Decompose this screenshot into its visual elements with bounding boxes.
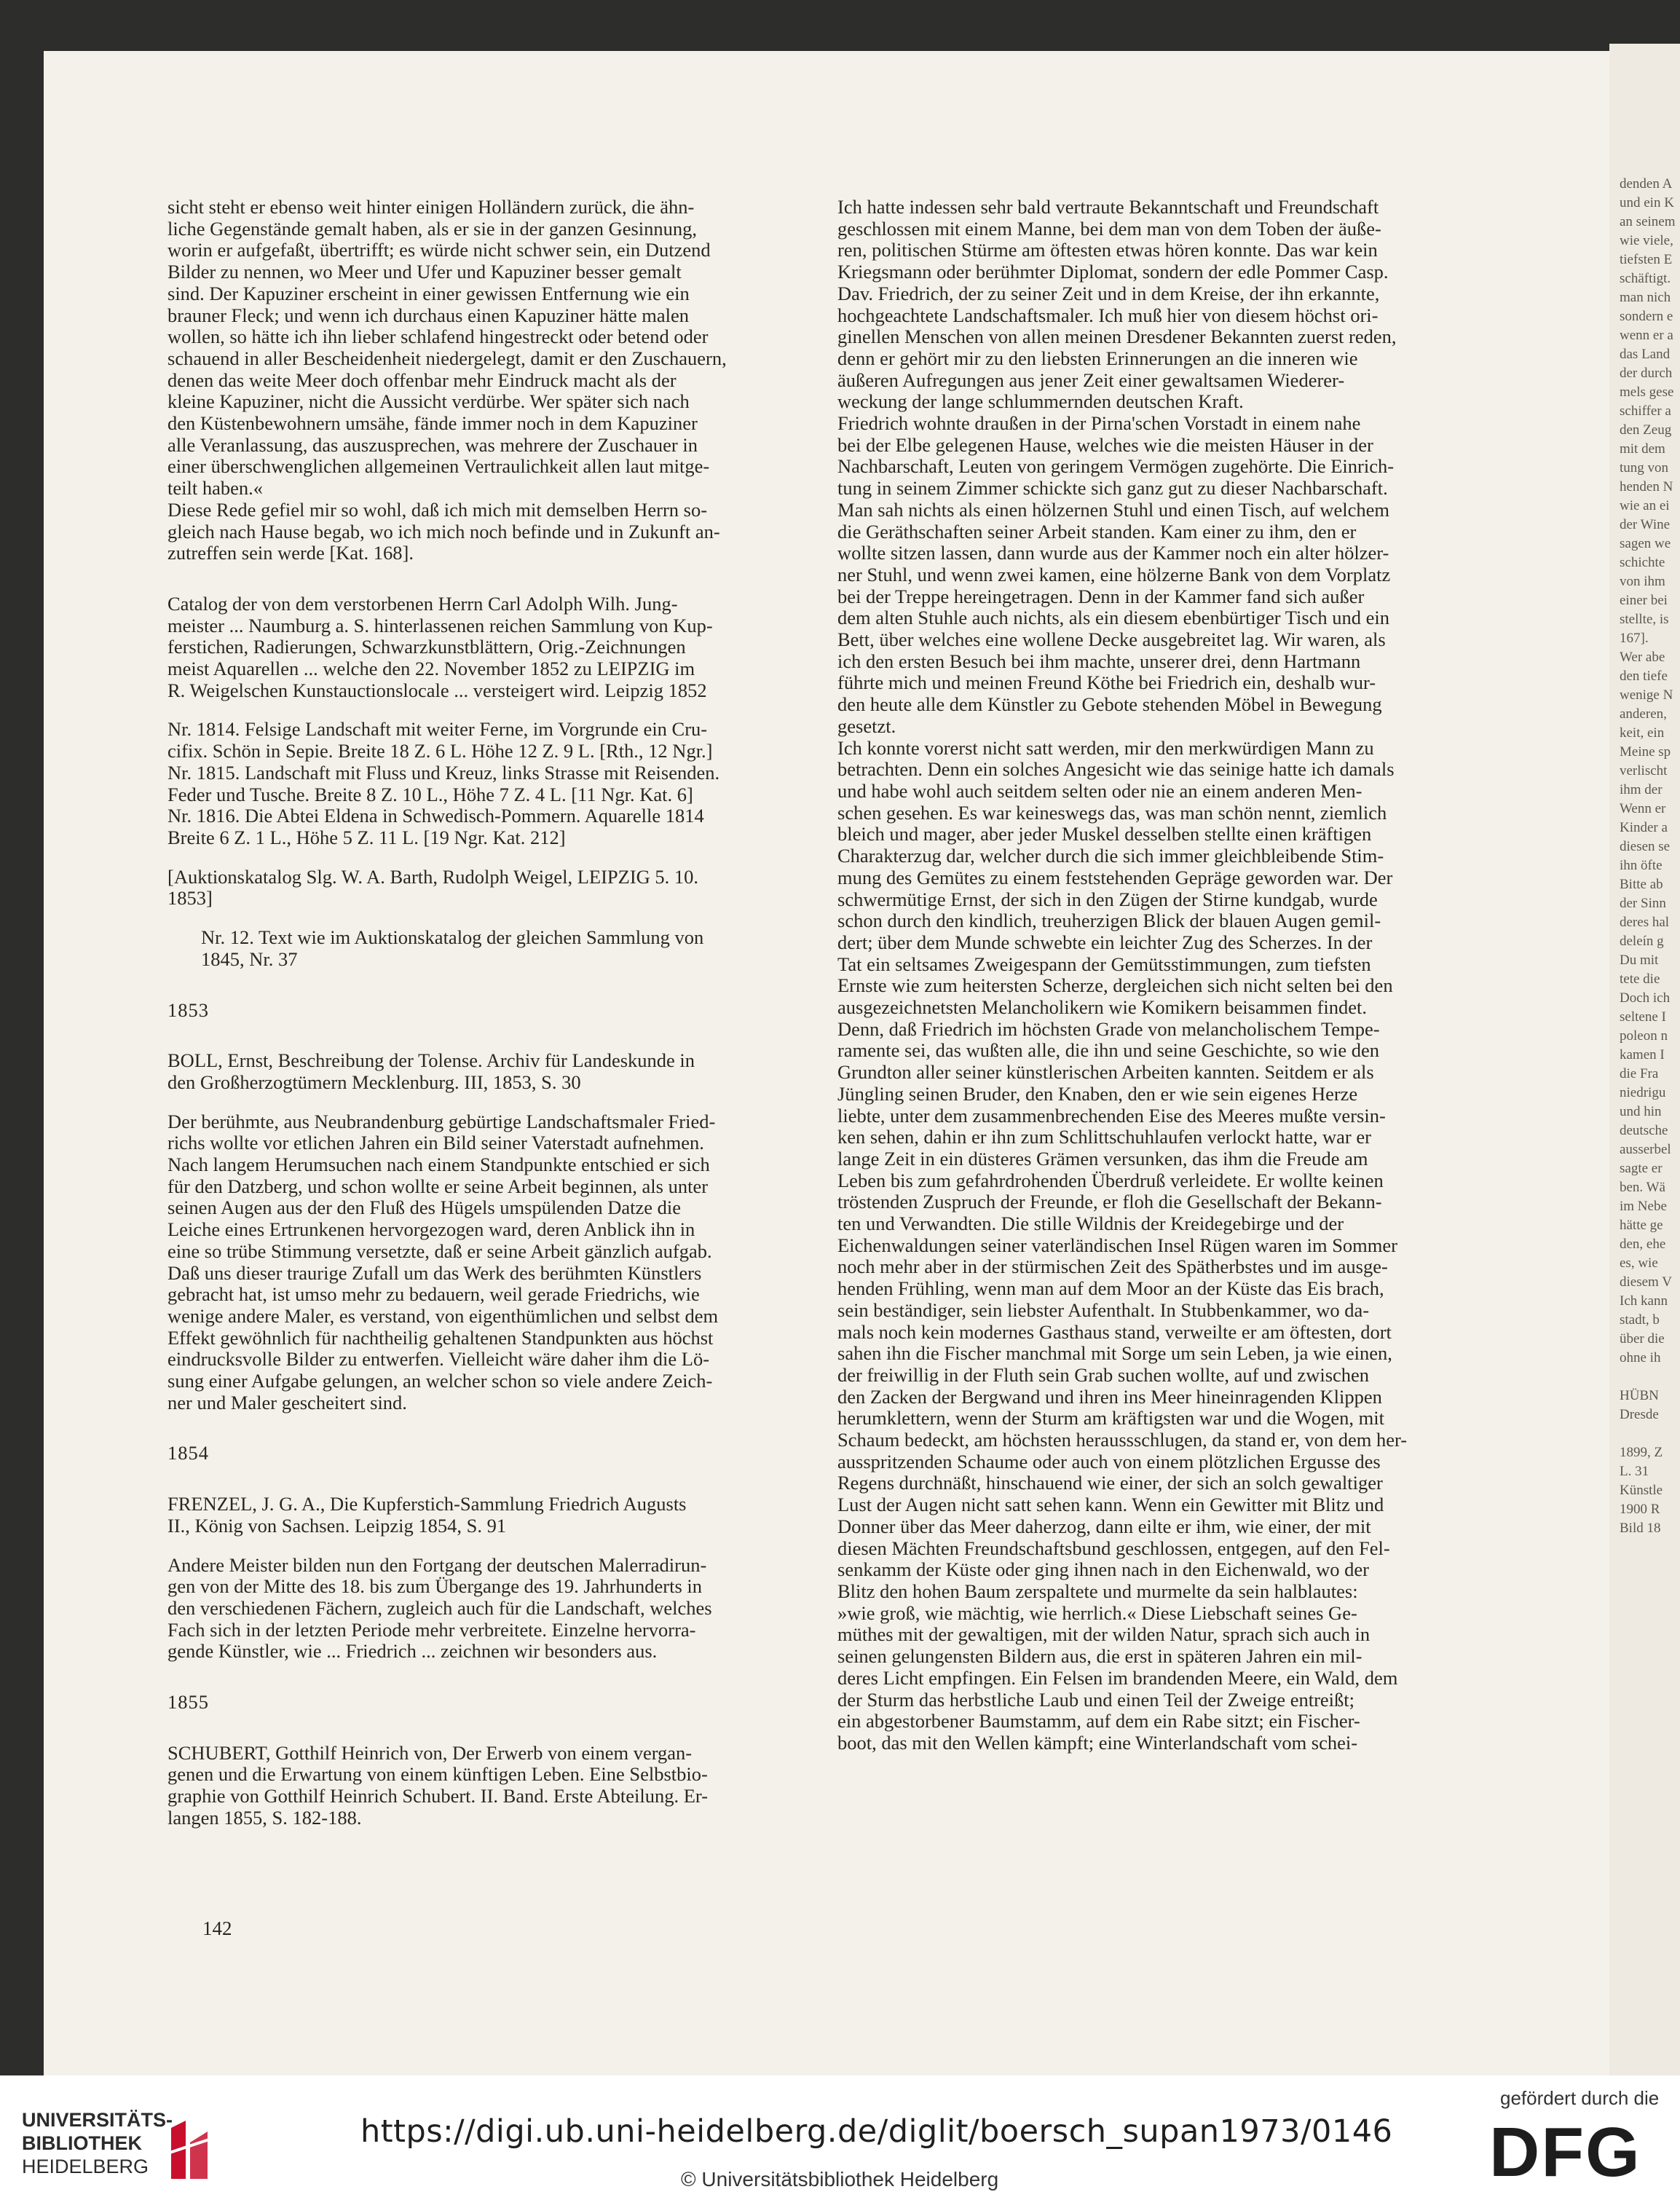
adjacent-page-fragment: von ihm bbox=[1620, 574, 1665, 589]
text-line: Nr. 1815. Landschaft mit Fluss und Kreuz, links Strasse mit Reisenden. bbox=[167, 761, 720, 784]
text-line: 1853] bbox=[167, 887, 213, 910]
text-line: gende Künstler, wie ... Friedrich ... zeichnen wir besonders aus. bbox=[167, 1640, 658, 1663]
text-line: ken sehen, dahin er ihn zum Schlittschuhlaufen verlockt hatte, war er bbox=[837, 1126, 1371, 1148]
text-line: kleine Kapuziner, nicht die Aussicht verdürbe. Wer später sich nach bbox=[167, 390, 690, 413]
adjacent-page-fragment: mit dem bbox=[1620, 441, 1665, 457]
text-line: BOLL, Ernst, Beschreibung der Tolense. Archiv für Landeskunde in bbox=[167, 1049, 695, 1072]
text-line: ner und Maler gescheitert sind. bbox=[167, 1391, 407, 1413]
spacer bbox=[167, 849, 827, 867]
adjacent-page-fragment: 167]. bbox=[1620, 631, 1649, 646]
adjacent-page-fragment: sagen we bbox=[1620, 536, 1671, 551]
adjacent-page-fragment: Künstle bbox=[1620, 1483, 1663, 1498]
adjacent-page-fragment: Doch ich bbox=[1620, 990, 1671, 1006]
text-line: Effekt gewöhnlich für nachtheilig gehaltenen Standpunkten aus höchst bbox=[167, 1326, 714, 1349]
adjacent-page-fragment: Du mit bbox=[1620, 953, 1659, 968]
text-line: tröstenden Zuspruch der Freunde, er floh die Gesellschaft der Bekann- bbox=[837, 1191, 1382, 1213]
text-line: wenige andere Maler, es verstand, von eigenthümlichen und selbst dem bbox=[167, 1304, 719, 1327]
text-line: Ich hatte indessen sehr bald vertraute Bekanntschaft und Freundschaft bbox=[837, 196, 1379, 218]
adjacent-page-fragment: tung von bbox=[1620, 460, 1669, 476]
text-line: Man sah nichts als einen hölzernen Stuhl und einen Tisch, auf welchem bbox=[837, 498, 1390, 521]
text-line: herumklettern, wenn der Sturm am kräftigsten war und die Wogen, mit bbox=[837, 1407, 1384, 1430]
text-line: schen gesehen. Es war keineswegs das, was man schön nennt, ziemlich bbox=[837, 801, 1387, 824]
text-line: gen von der Mitte des 18. bis zum Übergange des 19. Jahrhunderts in bbox=[167, 1575, 703, 1598]
text-line: ramente sei, das wußten alle, die ihn und seine Geschichte, so wie den bbox=[837, 1039, 1379, 1062]
text-line: und habe wohl auch seitdem selten oder nie an einem anderen Men- bbox=[837, 779, 1362, 802]
text-paragraph bbox=[167, 197, 827, 500]
spacer bbox=[167, 1537, 827, 1555]
adjacent-page-fragment bbox=[1609, 1368, 1680, 1387]
text-line: Fach sich in der letzten Periode mehr verbreitete. Einzelne hervorra- bbox=[167, 1618, 696, 1641]
text-line: ich den ersten Besuch bei ihm machte, unserer drei, denn Hartmann bbox=[837, 650, 1361, 672]
text-paragraph bbox=[167, 594, 827, 702]
adjacent-page-fragment: seltene I bbox=[1620, 1009, 1666, 1025]
right-text-column bbox=[837, 197, 1516, 1754]
adjacent-page-fragment: sagte er bbox=[1620, 1161, 1663, 1176]
spacer bbox=[167, 701, 827, 719]
text-line: 1845, Nr. 37 bbox=[201, 947, 298, 970]
adjacent-page-fragment: deutsche bbox=[1620, 1123, 1668, 1138]
adjacent-page-fragment: Bild 18 bbox=[1620, 1521, 1661, 1536]
text-line: [Auktionskatalog Slg. W. A. Barth, Rudolph Weigel, LEIPZIG 5. 10. bbox=[167, 865, 699, 888]
text-line: mung des Gemütes zu einem feststehenden Gepräge geworden war. Der bbox=[837, 866, 1393, 888]
text-line: cifix. Schön in Sepie. Breite 18 Z. 6 L. Höhe 12 Z. 9 L. [Rth., 12 Ngr.] bbox=[167, 740, 713, 762]
text-line: Andere Meister bilden nun den Fortgang der deutschen Malerradirun- bbox=[167, 1553, 707, 1576]
text-line: Denn, daß Friedrich im höchsten Grade von melancholischem Tempe- bbox=[837, 1017, 1380, 1040]
viewer-footer bbox=[0, 2075, 1680, 2208]
text-paragraph bbox=[837, 413, 1516, 738]
adjacent-page-fragment: Wenn er bbox=[1620, 801, 1666, 816]
text-line: Breite 6 Z. 1 L., Höhe 5 Z. 11 L. [19 Ngr. Kat. 212] bbox=[167, 826, 566, 848]
adjacent-page-fragment: ihn öfte bbox=[1620, 858, 1663, 873]
text-paragraph bbox=[837, 738, 1516, 1754]
text-line: führte mich und meinen Freund Köthe bei Friedrich ein, deshalb wur- bbox=[837, 671, 1376, 694]
adjacent-page-fragment: stadt, b bbox=[1620, 1312, 1660, 1328]
text-line: Ernste wie zum heitersten Scherze, dergleichen sich nicht selten bei den bbox=[837, 974, 1393, 997]
text-line: tung in seinem Zimmer schickte sich ganz gut zu dieser Nachbarschaft. bbox=[837, 477, 1388, 500]
adjacent-page-fragment: deres hal bbox=[1620, 915, 1670, 930]
text-line: Blitz den hohen Baum zerspaltete und murmelte da sein halblautes: bbox=[837, 1580, 1358, 1602]
adjacent-page-fragment: Meine sp bbox=[1620, 744, 1671, 760]
text-paragraph bbox=[167, 1111, 827, 1414]
spacer bbox=[167, 910, 827, 927]
text-line: den heute alle dem Künstler zu Gebote stehenden Möbel in Bewegung bbox=[837, 693, 1382, 716]
spacer bbox=[167, 1663, 827, 1692]
text-line: R. Weigelschen Kunstauctionslocale ... versteigert wird. Leipzig 1852 bbox=[167, 679, 707, 701]
adjacent-page-fragment: den Zeug bbox=[1620, 422, 1672, 438]
text-line: ausspritzenden Schaume oder auch von einem plötzlichen Ergusse des bbox=[837, 1450, 1381, 1472]
text-paragraph bbox=[167, 500, 827, 564]
text-line: lange Zeit in ein düsteres Grämen versunken, das ihm die Freude am bbox=[837, 1147, 1368, 1170]
text-line: Schaum bedeckt, am höchsten heraussschlugen, da stand er, von dem her- bbox=[837, 1429, 1408, 1451]
text-line: schon durch den kindlich, treuherzigen Blick der blauen Augen gemil- bbox=[837, 910, 1381, 932]
adjacent-page-fragment: den tiefe bbox=[1620, 669, 1668, 684]
text-line: Nr. 1816. Die Abtei Eldena in Schwedisch-Pommern. Aquarelle 1814 bbox=[167, 805, 704, 827]
text-line: Donner über das Meer daherzog, dann eilte er ihm, wie einer, der mit bbox=[837, 1515, 1371, 1537]
adjacent-page-fragment: kamen I bbox=[1620, 1047, 1665, 1062]
adjacent-page-fragment: und ein K bbox=[1620, 195, 1674, 210]
spacer bbox=[167, 564, 827, 594]
adjacent-page-fragment: das Land bbox=[1620, 347, 1671, 362]
adjacent-page-fragment: Wer abe bbox=[1620, 650, 1665, 665]
adjacent-page-fragment: mels gese bbox=[1620, 385, 1674, 400]
adjacent-page-fragment: Bitte ab bbox=[1620, 877, 1663, 892]
text-line: Der berühmte, aus Neubrandenburg gebürtige Landschaftsmaler Fried- bbox=[167, 1110, 716, 1132]
text-paragraph bbox=[167, 867, 827, 910]
text-line: seinen Augen aus der den Fluß des Hügels umspülenden Datze die bbox=[167, 1196, 682, 1219]
adjacent-page-fragment: tiefsten E bbox=[1620, 252, 1673, 267]
text-line: geschlossen mit einem Manne, bei dem man von dem Toben der äuße- bbox=[837, 217, 1381, 240]
text-line: Lust der Augen nicht satt sehen kann. Wenn ein Gewitter mit Blitz und bbox=[837, 1494, 1384, 1516]
adjacent-page-fragment: Kinder a bbox=[1620, 820, 1668, 835]
adjacent-page-fragment bbox=[1609, 1424, 1680, 1443]
adjacent-page-fragment: hätte ge bbox=[1620, 1218, 1663, 1233]
text-line: alle Veranlassung, das auszusprechen, was mehrere der Zuschauer in bbox=[167, 433, 698, 456]
adjacent-page-fragment: Ich kann bbox=[1620, 1293, 1668, 1309]
adjacent-page-fragment: 1899, Z bbox=[1620, 1445, 1663, 1460]
text-line: Daß uns dieser traurige Zufall um das Werk des berühmten Künstlers bbox=[167, 1261, 702, 1284]
logo-line-2: BIBLIOTHEK bbox=[22, 2132, 142, 2154]
text-line: Nachbarschaft, Leuten von geringem Vermögen zugehörte. Die Einrich- bbox=[837, 455, 1395, 478]
adjacent-page-fragment: denden A bbox=[1620, 176, 1673, 192]
spacer bbox=[167, 971, 827, 1000]
text-line: äußeren Aufregungen aus jener Zeit einer gewaltsamen Wiederer- bbox=[837, 368, 1345, 391]
text-line: ausgezeichnetsten Melancholikern wie Komikern beisammen findet. bbox=[837, 996, 1368, 1019]
spacer bbox=[167, 1413, 827, 1443]
adjacent-page-fragment: sondern e bbox=[1620, 309, 1673, 324]
text-line: Bett, über welches eine wollene Decke ausgebreitet lag. Wir waren, als bbox=[837, 628, 1386, 651]
adjacent-page-fragment: schiffer a bbox=[1620, 403, 1671, 419]
text-line: Nr. 1814. Felsige Landschaft mit weiter Ferne, im Vorgrunde ein Cru- bbox=[167, 718, 708, 741]
text-line: noch mehr aber in der stürmischen Zeit des Spätherbstes und im ausge- bbox=[837, 1255, 1388, 1278]
text-line: henden Frühling, wenn man auf dem Moor an der Küste das Eis brach, bbox=[837, 1277, 1384, 1300]
adjacent-page-fragment: wie an ei bbox=[1620, 498, 1670, 513]
adjacent-page-fragment: wenige N bbox=[1620, 687, 1673, 703]
text-line: zutreffen sein werde [Kat. 168]. bbox=[167, 542, 414, 564]
text-line: dem alten Stuhle auch nichts, als ein diesem ebenbürtiger Tisch und ein bbox=[837, 607, 1390, 629]
text-line: ginellen Menschen von allen meinen Dresdener Bekannten zuerst reden, bbox=[837, 326, 1397, 348]
text-line: die Geräthschaften seiner Arbeit standen. Kam einer zu ihm, den er bbox=[837, 520, 1357, 543]
text-line: meist Aquarellen ... welche den 22. November 1852 zu LEIPZIG im bbox=[167, 658, 695, 680]
text-line: schwermütige Ernst, der sich in den Zügen der Stirne kundgab, wurde bbox=[837, 888, 1378, 910]
library-emblem-icon bbox=[164, 2113, 215, 2186]
text-paragraph bbox=[167, 1494, 827, 1537]
text-line: Dav. Friedrich, der zu seiner Zeit und in dem Kreise, der ihn erkannte, bbox=[837, 282, 1380, 304]
text-line: liebte, unter dem zusammenbrechenden Eise des Meeres mußte versin- bbox=[837, 1104, 1386, 1127]
text-line: sung einer Aufgabe gelungen, an welcher schon so viele andere Zeich- bbox=[167, 1370, 713, 1392]
text-line: Charakterzug dar, welcher durch die sich immer gleichbleibende Stim- bbox=[837, 845, 1384, 867]
text-line: der freiwillig in der Fluth sein Grab suchen wollte, auf und zwischen bbox=[837, 1363, 1370, 1386]
adjacent-page-fragment: verlischt bbox=[1620, 763, 1668, 778]
text-line: langen 1855, S. 182-188. bbox=[167, 1806, 362, 1829]
text-line: genen und die Erwartung von einem künftigen Leben. Eine Selbstbio- bbox=[167, 1763, 708, 1786]
text-line: richs wollte vor etlichen Jahren ein Bild seiner Vaterstadt aufnehmen. bbox=[167, 1132, 704, 1154]
year-heading: 1855 bbox=[167, 1691, 209, 1714]
text-line: sein beständiger, sein liebster Aufenthalt. In Stubbenkammer, wo da- bbox=[837, 1298, 1370, 1321]
text-line: Jüngling seinen Bruder, den Knaben, den er wie sein eigenes Herze bbox=[837, 1082, 1358, 1105]
text-line: teilt haben.« bbox=[167, 477, 263, 500]
text-line: Nach langem Herumsuchen nach einem Standpunkte entschied er sich bbox=[167, 1154, 710, 1176]
text-line: Eichenwaldungen seiner vaterländischen Insel Rügen waren im Sommer bbox=[837, 1234, 1397, 1256]
adjacent-page-fragment: der durch bbox=[1620, 366, 1673, 381]
text-line: worin er aufgefaßt, übertrifft; es würde nicht schwer sein, ein Dutzend bbox=[167, 239, 711, 261]
text-line: Leiche eines Ertrunkenen hervorgezogen ward, deren Anblick ihn in bbox=[167, 1218, 695, 1241]
text-line: gesetzt. bbox=[837, 714, 896, 737]
text-line: sind. Der Kapuziner erscheint in einer gewissen Entfernung wie ein bbox=[167, 282, 690, 304]
adjacent-page-fragment: stellte, is bbox=[1620, 612, 1669, 627]
adjacent-page-fragment: tete die bbox=[1620, 971, 1660, 987]
text-line: denn er gehört mir zu den liebsten Erinnerungen an die inneren wie bbox=[837, 347, 1358, 369]
text-line: ein abgestorbener Baumstamm, auf dem ein Rabe sitzt; ein Fischer- bbox=[837, 1710, 1360, 1732]
funding-note: gefördert durch die bbox=[1500, 2087, 1660, 2109]
text-line: bei der Elbe gelegenen Hause, welches wie die meisten Häuser in der bbox=[837, 433, 1373, 456]
spacer bbox=[167, 1464, 827, 1494]
adjacent-page-fragment: im Nebe bbox=[1620, 1199, 1667, 1214]
adjacent-page-fragment: und hin bbox=[1620, 1104, 1662, 1119]
text-line: bleich und mager, aber jeder Muskel desselben stellte einen kräftigen bbox=[837, 823, 1372, 845]
text-line: Nr. 12. Text wie im Auktionskatalog der gleichen Sammlung von bbox=[201, 926, 704, 949]
adjacent-page-fragment: diesen se bbox=[1620, 839, 1671, 854]
text-line: liche Gegenstände gemalt haben, als er sie in der ganzen Gesinnung, bbox=[167, 217, 698, 240]
adjacent-page-fragment: 1900 R bbox=[1620, 1502, 1660, 1517]
adjacent-page-fragment: henden N bbox=[1620, 479, 1673, 494]
adjacent-page-fragment: einer bei bbox=[1620, 593, 1668, 608]
adjacent-page-fragment: ihm der bbox=[1620, 782, 1663, 797]
text-line: »wie groß, wie mächtig, wie herrlich.« Diese Liebschaft seines Ge- bbox=[837, 1601, 1357, 1624]
logo-line-1: UNIVERSITÄTS- bbox=[22, 2109, 173, 2131]
text-line: FRENZEL, J. G. A., Die Kupferstich-Sammlung Friedrich Augusts bbox=[167, 1493, 687, 1515]
text-line: Friedrich wohnte draußen in der Pirna'schen Vorstadt in einem nahe bbox=[837, 412, 1361, 435]
text-paragraph bbox=[167, 1743, 827, 1829]
adjacent-page-fragment: deleín g bbox=[1620, 934, 1664, 949]
adjacent-page-fragment: der Sinn bbox=[1620, 896, 1666, 911]
text-line: SCHUBERT, Gotthilf Heinrich von, Der Erwerb von einem vergan- bbox=[167, 1741, 693, 1764]
text-line: senkamm der Küste oder ging ihnen nach in den Eichenwald, wo der bbox=[837, 1558, 1370, 1581]
adjacent-page-fragment: ohne ih bbox=[1620, 1350, 1661, 1365]
text-line: boot, das mit den Wellen kämpft; eine Winterlandschaft vom schei- bbox=[837, 1731, 1358, 1754]
text-line: diesen Mächten Freundschaftsbund geschlossen, entgegen, auf den Fel- bbox=[837, 1537, 1390, 1559]
text-line: II., König von Sachsen. Leipzig 1854, S. 91 bbox=[167, 1514, 507, 1537]
text-line: eine so trübe Stimmung versetzte, daß er seine Arbeit gänzlich aufgab. bbox=[167, 1239, 712, 1262]
copyright-notice: © Universitätsbibliothek Heidelberg bbox=[681, 2168, 999, 2191]
spacer bbox=[167, 1714, 827, 1743]
text-line: Catalog der von dem verstorbenen Herrn Carl Adolph Wilh. Jung- bbox=[167, 592, 678, 615]
adjacent-page-fragment: HÜBN bbox=[1620, 1388, 1659, 1403]
text-line: seinen gelungensten Bildern aus, die erst in späteren Jahren ein mil- bbox=[837, 1645, 1362, 1668]
text-line: gebracht hat, ist umso mehr zu bedauern, weil gerade Friedrichs, wie bbox=[167, 1283, 700, 1306]
text-line: mals noch kein modernes Gasthaus stand, verweilte er am öftesten, dort bbox=[837, 1320, 1392, 1343]
adjacent-page-fragment: man nich bbox=[1620, 290, 1671, 305]
adjacent-page-fragment: den, ehe bbox=[1620, 1237, 1666, 1252]
adjacent-page-fragment: niedrigu bbox=[1620, 1085, 1666, 1100]
text-line: einer überschwenglichen allgemeinen Vertraulichkeit allen laut mitge- bbox=[167, 455, 710, 478]
text-line: wollen, so hätte ich ihn lieber schlafend hingestreckt oder betend oder bbox=[167, 326, 709, 348]
spacer bbox=[167, 1021, 827, 1050]
spacer bbox=[167, 1094, 827, 1111]
adjacent-page-fragment: wie viele, bbox=[1620, 233, 1673, 248]
text-line: graphie von Gotthilf Heinrich Schubert. II. Band. Erste Abteilung. Er- bbox=[167, 1785, 709, 1807]
text-line: dert; über dem Munde schwebte ein leichter Zug des Scherzes. In der bbox=[837, 931, 1373, 953]
text-line: Kriegsmann oder berühmter Diplomat, sondern der edle Pommer Casp. bbox=[837, 261, 1389, 283]
text-line: sahen ihn die Fischer manchmal mit Sorge um sein Leben, ja wie einen, bbox=[837, 1342, 1392, 1365]
text-line: Ich konnte vorerst nicht satt werden, mir den merkwürdigen Mann zu bbox=[837, 736, 1374, 759]
adjacent-page-fragment: ben. Wä bbox=[1620, 1180, 1665, 1195]
text-line: ferstichen, Radierungen, Schwarzkunstblättern, Orig.-Zeichnungen bbox=[167, 636, 686, 658]
text-line: schauend in aller Bescheidenheit niedergelegt, damit er den Zuschauern, bbox=[167, 347, 727, 369]
adjacent-page-fragment: schichte bbox=[1620, 555, 1665, 570]
text-paragraph bbox=[167, 1050, 827, 1093]
text-line: müthes mit der gewaltigen, mit der wilden Natur, sprach sich auch in bbox=[837, 1623, 1371, 1646]
text-line: Grundton aller seiner künstlerischen Arbeiten kannten. Seitdem er als bbox=[837, 1061, 1374, 1084]
year-heading: 1854 bbox=[167, 1442, 209, 1464]
page-number: 142 bbox=[202, 1917, 232, 1939]
document-url-link[interactable]: https://digi.ub.uni-heidelberg.de/diglit/boersch_supan1973/0146 bbox=[360, 2113, 1393, 2150]
text-line: Diese Rede gefiel mir so wohl, daß ich mich mit demselben Herrn so- bbox=[167, 498, 708, 521]
left-text-column bbox=[167, 197, 827, 1829]
adjacent-page-fragment: ausserbel bbox=[1620, 1142, 1671, 1157]
year-heading: 1853 bbox=[167, 998, 209, 1021]
adjacent-page-fragment: schäftigt. bbox=[1620, 271, 1671, 286]
text-line: bei der Treppe hereingetragen. Denn in der Kammer fand sich außer bbox=[837, 585, 1365, 607]
text-line: sicht steht er ebenso weit hinter einigen Holländern zurück, die ähn- bbox=[167, 196, 695, 218]
adjacent-page-fragment: über die bbox=[1620, 1331, 1665, 1347]
text-line: den verschiedenen Fächern, zugleich auch für die Landschaft, welches bbox=[167, 1596, 712, 1619]
adjacent-page-fragment: der Wine bbox=[1620, 517, 1671, 532]
text-paragraph bbox=[837, 197, 1516, 413]
text-line: betrachten. Denn ein solches Angesicht wie das seinige hatte ich damals bbox=[837, 758, 1395, 781]
adjacent-page-fragment: die Fra bbox=[1620, 1066, 1659, 1081]
book-page bbox=[44, 51, 1609, 2075]
text-line: hochgeachtete Landschaftsmaler. Ich muß hier von diesem höchst ori- bbox=[837, 304, 1379, 326]
adjacent-page-fragment: Dresde bbox=[1620, 1407, 1659, 1422]
text-line: gleich nach Hause begab, wo ich mich noch befinde und in Zukunft an- bbox=[167, 520, 720, 543]
text-line: Regens durchnäßt, hinschauend wie einer, der sich an solch gewaltiger bbox=[837, 1472, 1383, 1494]
adjacent-page-fragment: anderen, bbox=[1620, 706, 1667, 722]
adjacent-page-edge bbox=[1609, 44, 1680, 2207]
text-line: brauner Fleck; und wenn ich durchaus einen Kapuziner hätte malen bbox=[167, 304, 689, 326]
text-line: eindrucksvolle Bilder zu entwerfen. Vielleicht wäre daher ihm die Lö- bbox=[167, 1348, 710, 1371]
adjacent-page-fragment: wenn er a bbox=[1620, 328, 1673, 343]
adjacent-page-fragment: an seinem bbox=[1620, 214, 1676, 229]
university-library-logo[interactable] bbox=[22, 2108, 173, 2178]
text-line: Tat ein seltsames Zweigespann der Gemütsstimmungen, zum tiefsten bbox=[837, 953, 1371, 975]
logo-line-3: HEIDELBERG bbox=[22, 2156, 149, 2177]
text-paragraph bbox=[167, 719, 827, 848]
text-line: den Zacken der Bergwand und ihren ins Meer hineinragenden Klippen bbox=[837, 1385, 1382, 1408]
adjacent-page-fragment: diesem V bbox=[1620, 1274, 1672, 1290]
text-line: für den Datzberg, und schon wollte er seine Arbeit beginnen, als unter bbox=[167, 1175, 709, 1197]
text-line: wollte sitzen lassen, dann wurde aus der Kammer noch ein alter hölzer- bbox=[837, 542, 1389, 564]
text-line: deres Licht empfingen. Ein Felsen im brandenden Meere, ein Wald, dem bbox=[837, 1666, 1398, 1689]
text-line: meister ... Naumburg a. S. hinterlassenen reichen Sammlung von Kup- bbox=[167, 614, 713, 636]
adjacent-page-fragment: poleon n bbox=[1620, 1028, 1668, 1044]
text-line: weckung der lange schlummernden deutschen Kraft. bbox=[837, 390, 1244, 413]
adjacent-page-fragment: keit, ein bbox=[1620, 725, 1665, 741]
text-paragraph bbox=[167, 927, 827, 970]
adjacent-page-fragment: L. 31 bbox=[1620, 1464, 1649, 1479]
text-line: ten und Verwandten. Die stille Wildnis der Kreidegebirge und der bbox=[837, 1213, 1344, 1235]
text-line: den Großherzogtümern Mecklenburg. III, 1853, S. 30 bbox=[167, 1071, 581, 1093]
text-line: der Sturm das herbstliche Laub und einen Teil der Zweige entreißt; bbox=[837, 1688, 1354, 1711]
text-line: Bilder zu nennen, wo Meer und Ufer und Kapuziner besser gemalt bbox=[167, 261, 682, 283]
text-line: Leben bis zum gefahrdrohenden Überdruß verleidete. Er wollte keinen bbox=[837, 1169, 1384, 1191]
dfg-logo[interactable]: DFG bbox=[1489, 2113, 1641, 2191]
text-line: denen das weite Meer doch offenbar mehr Eindruck macht als der bbox=[167, 368, 677, 391]
text-line: ner Stuhl, und wenn zwei kamen, eine hölzerne Bank von dem Vorplatz bbox=[837, 563, 1391, 585]
text-line: ren, politischen Stürme am öftesten etwas hören konnte. Das war kein bbox=[837, 239, 1378, 261]
text-line: den Küstenbewohnern umsähe, fände immer noch in dem Kapuziner bbox=[167, 412, 698, 435]
text-paragraph bbox=[167, 1555, 827, 1663]
text-line: Feder und Tusche. Breite 8 Z. 10 L., Höhe 7 Z. 4 L. [11 Ngr. Kat. 6] bbox=[167, 783, 693, 805]
adjacent-page-fragment: es, wie bbox=[1620, 1255, 1658, 1271]
